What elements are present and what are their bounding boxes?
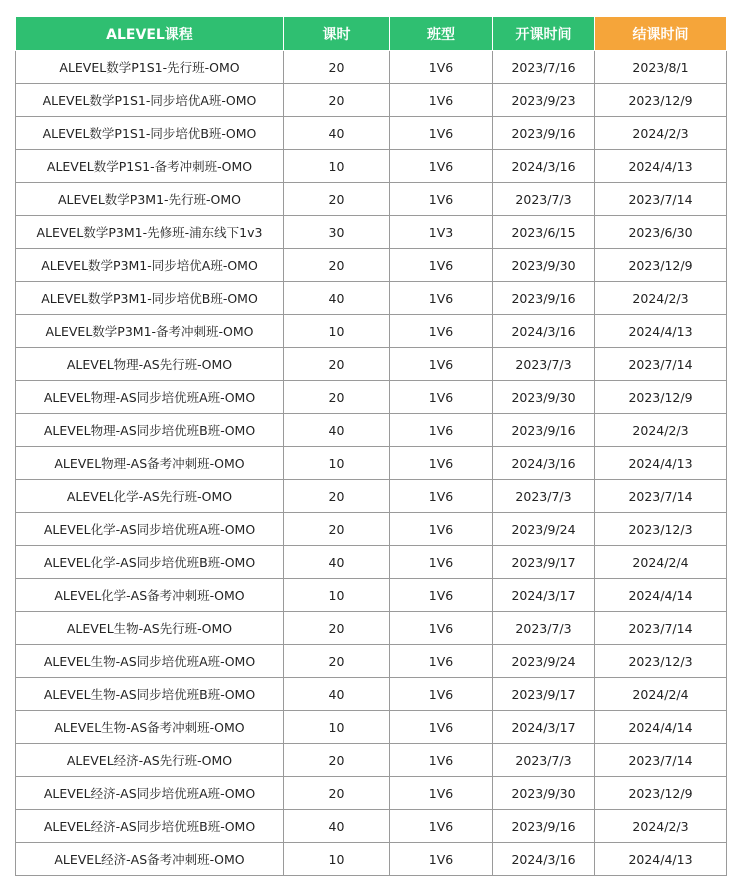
cell-course: ALEVEL化学-AS同步培优班B班-OMO [16, 546, 284, 579]
cell-class-type: 1V6 [390, 447, 493, 480]
cell-end-date: 2024/2/4 [595, 546, 727, 579]
cell-course: ALEVEL生物-AS先行班-OMO [16, 612, 284, 645]
cell-hours: 20 [284, 249, 390, 282]
table-row [16, 744, 727, 777]
cell-hours: 40 [284, 282, 390, 315]
course-schedule-table-container [15, 16, 726, 876]
table-row [16, 117, 727, 150]
cell-course: ALEVEL物理-AS备考冲刺班-OMO [16, 447, 284, 480]
header-end-date: 结课时间 [595, 17, 727, 51]
cell-end-date: 2023/7/14 [595, 480, 727, 513]
cell-course: ALEVEL数学P1S1-同步培优A班-OMO [16, 84, 284, 117]
cell-hours: 10 [284, 447, 390, 480]
cell-class-type: 1V6 [390, 810, 493, 843]
cell-class-type: 1V6 [390, 249, 493, 282]
header-class-type: 班型 [390, 17, 493, 51]
cell-class-type: 1V6 [390, 645, 493, 678]
cell-course: ALEVEL数学P1S1-先行班-OMO [16, 51, 284, 84]
cell-course: ALEVEL数学P3M1-先修班-浦东线下1v3 [16, 216, 284, 249]
cell-class-type: 1V6 [390, 117, 493, 150]
table-row [16, 216, 727, 249]
cell-course: ALEVEL经济-AS同步培优班A班-OMO [16, 777, 284, 810]
cell-start-date: 2023/7/3 [493, 612, 595, 645]
cell-class-type: 1V6 [390, 777, 493, 810]
cell-hours: 20 [284, 480, 390, 513]
cell-class-type: 1V6 [390, 579, 493, 612]
cell-hours: 10 [284, 579, 390, 612]
cell-end-date: 2023/7/14 [595, 612, 727, 645]
cell-course: ALEVEL化学-AS备考冲刺班-OMO [16, 579, 284, 612]
cell-end-date: 2024/2/3 [595, 282, 727, 315]
cell-end-date: 2023/12/9 [595, 777, 727, 810]
cell-hours: 20 [284, 645, 390, 678]
table-row [16, 282, 727, 315]
cell-start-date: 2023/9/23 [493, 84, 595, 117]
cell-course: ALEVEL经济-AS先行班-OMO [16, 744, 284, 777]
header-start-date: 开课时间 [493, 17, 595, 51]
cell-course: ALEVEL经济-AS同步培优班B班-OMO [16, 810, 284, 843]
cell-hours: 40 [284, 414, 390, 447]
cell-start-date: 2023/9/16 [493, 414, 595, 447]
table-header [16, 17, 727, 51]
cell-end-date: 2023/12/9 [595, 84, 727, 117]
table-row [16, 249, 727, 282]
cell-end-date: 2023/7/14 [595, 348, 727, 381]
cell-class-type: 1V6 [390, 348, 493, 381]
cell-end-date: 2023/8/1 [595, 51, 727, 84]
cell-course: ALEVEL生物-AS同步培优班B班-OMO [16, 678, 284, 711]
table-row [16, 480, 727, 513]
table-row [16, 414, 727, 447]
cell-course: ALEVEL物理-AS先行班-OMO [16, 348, 284, 381]
table-row [16, 711, 727, 744]
cell-start-date: 2023/7/3 [493, 348, 595, 381]
cell-hours: 40 [284, 678, 390, 711]
cell-start-date: 2024/3/16 [493, 150, 595, 183]
cell-class-type: 1V6 [390, 843, 493, 876]
cell-start-date: 2023/9/17 [493, 678, 595, 711]
cell-hours: 30 [284, 216, 390, 249]
cell-end-date: 2023/6/30 [595, 216, 727, 249]
cell-class-type: 1V6 [390, 480, 493, 513]
cell-end-date: 2024/4/14 [595, 579, 727, 612]
table-row [16, 777, 727, 810]
table-row [16, 348, 727, 381]
cell-end-date: 2024/2/3 [595, 117, 727, 150]
cell-class-type: 1V6 [390, 381, 493, 414]
cell-end-date: 2024/4/13 [595, 447, 727, 480]
cell-hours: 20 [284, 777, 390, 810]
cell-start-date: 2024/3/16 [493, 315, 595, 348]
table-row [16, 612, 727, 645]
cell-hours: 20 [284, 744, 390, 777]
cell-class-type: 1V6 [390, 150, 493, 183]
cell-end-date: 2023/7/14 [595, 744, 727, 777]
cell-course: ALEVEL数学P3M1-同步培优A班-OMO [16, 249, 284, 282]
cell-end-date: 2024/2/3 [595, 810, 727, 843]
cell-hours: 20 [284, 84, 390, 117]
table-row [16, 150, 727, 183]
cell-class-type: 1V6 [390, 414, 493, 447]
cell-course: ALEVEL数学P1S1-同步培优B班-OMO [16, 117, 284, 150]
cell-class-type: 1V6 [390, 51, 493, 84]
cell-course: ALEVEL数学P3M1-备考冲刺班-OMO [16, 315, 284, 348]
cell-end-date: 2024/2/3 [595, 414, 727, 447]
cell-class-type: 1V6 [390, 744, 493, 777]
cell-end-date: 2024/4/13 [595, 843, 727, 876]
cell-end-date: 2023/12/3 [595, 513, 727, 546]
cell-end-date: 2024/4/14 [595, 711, 727, 744]
cell-class-type: 1V6 [390, 678, 493, 711]
cell-class-type: 1V6 [390, 513, 493, 546]
cell-hours: 20 [284, 51, 390, 84]
cell-start-date: 2023/9/17 [493, 546, 595, 579]
cell-start-date: 2023/9/16 [493, 810, 595, 843]
cell-hours: 20 [284, 348, 390, 381]
table-row [16, 84, 727, 117]
header-course: ALEVEL课程 [16, 17, 284, 51]
cell-end-date: 2023/12/9 [595, 381, 727, 414]
cell-course: ALEVEL生物-AS同步培优班A班-OMO [16, 645, 284, 678]
table-row [16, 381, 727, 414]
cell-start-date: 2023/9/24 [493, 645, 595, 678]
table-body [16, 51, 727, 876]
cell-hours: 10 [284, 843, 390, 876]
cell-hours: 20 [284, 612, 390, 645]
table-row [16, 645, 727, 678]
cell-course: ALEVEL物理-AS同步培优班B班-OMO [16, 414, 284, 447]
cell-end-date: 2024/2/4 [595, 678, 727, 711]
cell-class-type: 1V6 [390, 612, 493, 645]
cell-start-date: 2023/7/3 [493, 744, 595, 777]
table-row [16, 546, 727, 579]
cell-start-date: 2023/9/24 [493, 513, 595, 546]
cell-hours: 20 [284, 183, 390, 216]
table-row [16, 315, 727, 348]
cell-course: ALEVEL物理-AS同步培优班A班-OMO [16, 381, 284, 414]
cell-hours: 40 [284, 117, 390, 150]
cell-class-type: 1V3 [390, 216, 493, 249]
cell-start-date: 2023/9/16 [493, 117, 595, 150]
cell-course: ALEVEL化学-AS同步培优班A班-OMO [16, 513, 284, 546]
cell-class-type: 1V6 [390, 711, 493, 744]
cell-start-date: 2024/3/16 [493, 447, 595, 480]
cell-class-type: 1V6 [390, 315, 493, 348]
cell-course: ALEVEL经济-AS备考冲刺班-OMO [16, 843, 284, 876]
cell-start-date: 2023/9/16 [493, 282, 595, 315]
table-row [16, 51, 727, 84]
cell-hours: 10 [284, 711, 390, 744]
cell-start-date: 2023/7/3 [493, 480, 595, 513]
cell-end-date: 2024/4/13 [595, 315, 727, 348]
cell-class-type: 1V6 [390, 546, 493, 579]
cell-course: ALEVEL数学P3M1-先行班-OMO [16, 183, 284, 216]
cell-start-date: 2023/9/30 [493, 249, 595, 282]
cell-hours: 20 [284, 513, 390, 546]
cell-class-type: 1V6 [390, 282, 493, 315]
header-hours: 课时 [284, 17, 390, 51]
header-row [16, 17, 727, 51]
table-row [16, 678, 727, 711]
cell-start-date: 2023/6/15 [493, 216, 595, 249]
cell-hours: 20 [284, 381, 390, 414]
cell-class-type: 1V6 [390, 183, 493, 216]
cell-hours: 10 [284, 315, 390, 348]
cell-hours: 40 [284, 810, 390, 843]
cell-hours: 10 [284, 150, 390, 183]
cell-course: ALEVEL数学P1S1-备考冲刺班-OMO [16, 150, 284, 183]
table-row [16, 843, 727, 876]
table-row [16, 447, 727, 480]
table-row [16, 183, 727, 216]
table-row [16, 513, 727, 546]
cell-end-date: 2024/4/13 [595, 150, 727, 183]
cell-course: ALEVEL数学P3M1-同步培优B班-OMO [16, 282, 284, 315]
cell-start-date: 2024/3/17 [493, 579, 595, 612]
course-schedule-table [15, 16, 727, 876]
cell-start-date: 2024/3/17 [493, 711, 595, 744]
cell-start-date: 2023/7/3 [493, 183, 595, 216]
cell-end-date: 2023/12/3 [595, 645, 727, 678]
cell-course: ALEVEL生物-AS备考冲刺班-OMO [16, 711, 284, 744]
cell-class-type: 1V6 [390, 84, 493, 117]
cell-start-date: 2023/7/16 [493, 51, 595, 84]
cell-hours: 40 [284, 546, 390, 579]
cell-start-date: 2023/9/30 [493, 381, 595, 414]
table-row [16, 579, 727, 612]
cell-end-date: 2023/7/14 [595, 183, 727, 216]
cell-course: ALEVEL化学-AS先行班-OMO [16, 480, 284, 513]
cell-start-date: 2023/9/30 [493, 777, 595, 810]
cell-end-date: 2023/12/9 [595, 249, 727, 282]
cell-start-date: 2024/3/16 [493, 843, 595, 876]
table-row [16, 810, 727, 843]
